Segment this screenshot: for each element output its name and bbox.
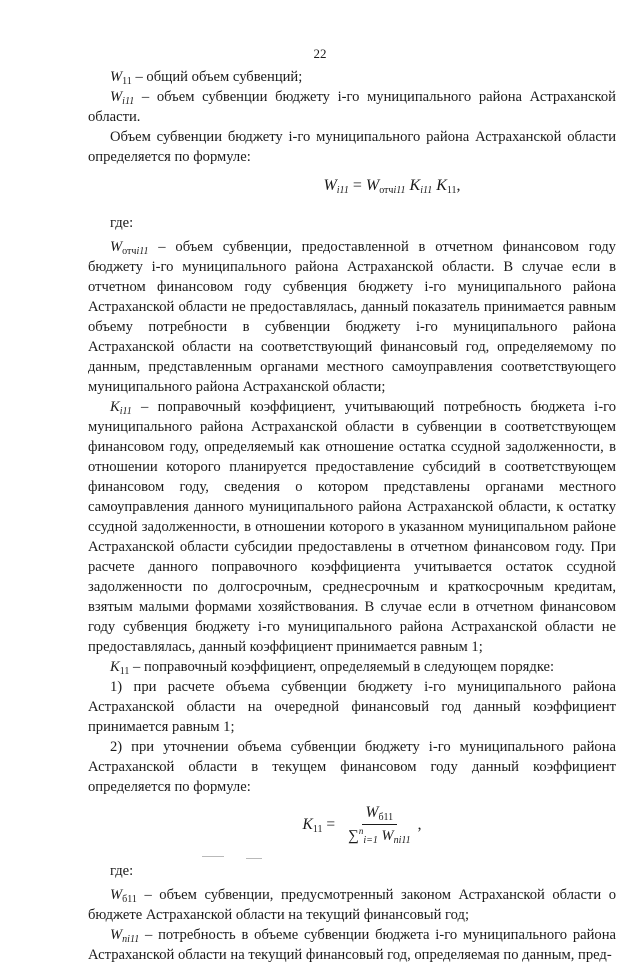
formula-comma: , bbox=[417, 815, 422, 833]
symbol-subscript: пi11 bbox=[393, 835, 411, 846]
symbol-letter: K bbox=[409, 177, 421, 194]
paragraph-formula-intro: Объем субвенции бюджету i-го муниципального района Астраханской области определяется по формуле: bbox=[88, 129, 616, 165]
list-item-1: 1) при расчете объема субвенции бюджету i-го муниципального района Астраханской области на очередной финансовый год данный коэффициент принимается равным 1; bbox=[88, 679, 616, 735]
symbol-wb11 bbox=[110, 887, 137, 903]
formula-expression bbox=[323, 177, 460, 194]
scan-artifact bbox=[202, 856, 224, 857]
symbol-letter: W bbox=[110, 887, 123, 903]
symbol-letter: W bbox=[110, 89, 123, 105]
symbol-subscript: i11 bbox=[420, 185, 433, 196]
fraction bbox=[344, 803, 415, 846]
where-label-2: где: bbox=[110, 863, 134, 879]
formula-k11 bbox=[88, 803, 616, 851]
symbol-letter: K bbox=[302, 815, 313, 833]
symbol-subscript: б11 bbox=[378, 812, 394, 823]
paragraph-wpi11-definition bbox=[88, 925, 616, 965]
fraction-numerator bbox=[362, 803, 398, 825]
definition-text: – объем субвенции, предусмотренный законом Астраханской области о бюджете Астраханской области на текущий финансовый год; bbox=[88, 887, 616, 923]
definition-text: – поправочный коэффициент, учитывающий потребность бюджета i-го муниципального района Астраханской области в субвенции в соответствующем финансовом году, определяемый как отношение остатка ссудной задолженности, в отношении которого планируется предоставление субсидий в соответствующем финансовом году, сведения о котором представлены органами местного самоуправления данного муниципального района Астраханской области, к остатку ссудной задолженности, в отношении которого в указанном муниципальном районе Астраханской области субсидии предоставлены в отчетном финансовом году. При расчете данного поправочного коэффициента учитывается остаток ссудной задолженности по долгосрочным, среднесрочным и краткосрочным кредитам, взятым малыми формами хозяйствования. В случае если в отчетном финансовом году субвенция бюджету i-го муниципального района Астраханской области не предоставлялась, данный коэффициент принимается равным 1; bbox=[88, 399, 616, 655]
symbol-k11 bbox=[110, 659, 129, 675]
symbol-w11 bbox=[110, 69, 132, 85]
sum-upper-limit: n bbox=[358, 826, 364, 836]
symbol-subscript: б11 bbox=[122, 894, 137, 905]
symbol-letter: K bbox=[110, 399, 120, 415]
symbol-letter: W bbox=[365, 177, 380, 194]
symbol-subscript: i11 bbox=[119, 406, 132, 417]
symbol-letter: W bbox=[110, 927, 123, 943]
paragraph-wb11-definition bbox=[88, 885, 616, 925]
symbol-subscript: 11 bbox=[119, 666, 130, 677]
symbol-subscript: 11 bbox=[312, 823, 323, 835]
symbol-subscript: i11 bbox=[136, 246, 149, 257]
symbol-subscript: отч bbox=[122, 246, 137, 257]
symbol-letter: W bbox=[110, 69, 123, 85]
paragraph-wotch-definition bbox=[88, 237, 616, 397]
symbol-wi11 bbox=[110, 89, 134, 105]
formula-lhs bbox=[303, 815, 336, 835]
definition-text: – потребность в объеме субвенции бюджета i-го муниципального района Астраханской области на текущий финансовый год, определяемая по данным, пред- bbox=[88, 927, 616, 963]
symbol-subscript: 11 bbox=[122, 76, 132, 87]
formula-expression bbox=[303, 803, 422, 846]
sum-lower-limit: i=1 bbox=[363, 835, 378, 846]
formula-wi11 bbox=[88, 175, 616, 197]
symbol-letter: W bbox=[110, 239, 123, 255]
definition-text: – общий объем субвенций; bbox=[135, 69, 303, 85]
symbol-subscript: i11 bbox=[336, 185, 349, 196]
symbol-subscript: i11 bbox=[122, 96, 135, 107]
paragraph-w11-definition bbox=[88, 67, 616, 87]
symbol-subscript: 11 bbox=[446, 185, 457, 196]
symbol-subscript: i11 bbox=[393, 185, 406, 196]
paragraph-ki11-definition bbox=[88, 397, 616, 657]
equals-sign: = bbox=[322, 815, 336, 833]
definition-text: – поправочный коэффициент, определяемый в следующем порядке: bbox=[133, 659, 555, 675]
definition-text: – объем субвенции, предоставленной в отчетном финансовом году бюджету i-го муниципального района Астраханской области. В случае если в отчетном финансовом году субвенция бюджету i-го муниципального района Астраханской области не предоставлялась, данный показатель принимается равным объему потребности в субвенции бюджету i-го муниципального района Астраханской области на соответствующий финансовый год, определяемому по данным, представленным органами местного самоуправления соответствующего муниципального района Астраханской области; bbox=[88, 239, 616, 395]
page-number: 22 bbox=[313, 46, 327, 61]
fraction-denominator bbox=[344, 825, 415, 846]
equals-sign: = bbox=[348, 177, 366, 194]
scan-artifact bbox=[246, 858, 262, 859]
symbol-letter: K bbox=[436, 177, 447, 194]
paragraph-wi11-definition bbox=[88, 87, 616, 127]
symbol-wotchi11 bbox=[110, 239, 149, 255]
list-item-2: 2) при уточнении объема субвенции бюджету i-го муниципального района Астраханской области в текущем финансовом году данный коэффициент определяется по формуле: bbox=[88, 739, 616, 795]
where-label-1: где: bbox=[110, 215, 134, 231]
document-body bbox=[88, 67, 616, 965]
symbol-subscript: пi11 bbox=[122, 934, 140, 945]
sum-symbol: ∑ bbox=[348, 828, 359, 844]
formula-comma: , bbox=[456, 177, 461, 194]
symbol-letter: K bbox=[110, 659, 120, 675]
paragraph-k11-definition bbox=[88, 657, 616, 677]
symbol-letter: W bbox=[365, 804, 379, 821]
symbol-subscript: отч bbox=[379, 185, 394, 196]
symbol-ki11 bbox=[110, 399, 132, 415]
symbol-letter: W bbox=[381, 828, 394, 844]
symbol-letter: W bbox=[323, 177, 337, 194]
symbol-wpi11 bbox=[110, 927, 139, 943]
definition-text: – объем субвенции бюджету i-го муниципального района Астраханской области. bbox=[88, 89, 616, 125]
